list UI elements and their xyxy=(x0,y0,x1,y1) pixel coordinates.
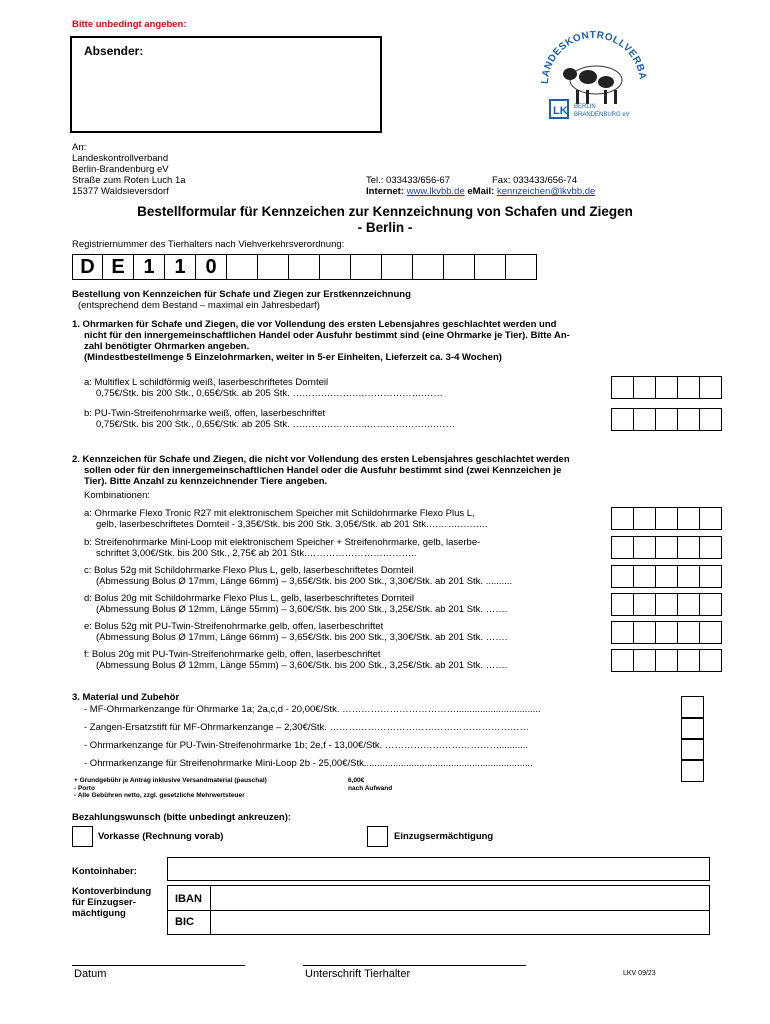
address-line: 15377 Waldsieversdorf xyxy=(72,186,169,197)
registration-number[interactable] xyxy=(72,254,537,280)
signature-line[interactable] xyxy=(303,965,526,966)
item-text: (Abmessung Bolus Ø 12mm, Länge 55mm) – 3,60€/Stk. bis 200 Stk., 3,25€/Stk. ab 201 Stk. ……. xyxy=(96,660,508,671)
einzug-label: Einzugsermächtigung xyxy=(394,831,494,842)
email-label: eMail: xyxy=(467,186,495,197)
section2-line: sollen oder für den innergemeinschaftlichen Handel oder die Ausfuhr bestimmt sind (zwei Kennzeichen je xyxy=(84,465,562,476)
date-label: Datum xyxy=(74,968,107,980)
item-text: schriftet 3,00€/Stk. bis 200 Stk., 2,75€ ab 201 Stk.…………………………….. xyxy=(96,548,417,559)
holder-field[interactable] xyxy=(167,857,710,881)
conn-line: für Einzugser- xyxy=(72,897,136,908)
item-1b xyxy=(84,408,455,430)
item-text: a: Multiflex L schildförmig weiß, laserbeschriftetes Dornteil xyxy=(84,377,329,388)
qty-boxes-1b[interactable] xyxy=(612,408,722,431)
registration-label: Registriernummer des Tierhalters nach Viehverkehrsverordnung: xyxy=(72,239,345,250)
signature-label: Unterschrift Tierhalter xyxy=(305,968,411,980)
holder-label: Kontoinhaber: xyxy=(72,866,137,877)
fees-values xyxy=(348,777,392,792)
reg-digit-empty[interactable] xyxy=(506,254,537,280)
reg-digit: 1 xyxy=(165,254,196,280)
section1-line: nicht für den innergemeinschaftlichen Handel oder Ausfuhr bestimmt sind (eine Ohrmarke je Tier). Bitte An- xyxy=(84,330,570,341)
reg-digit: D xyxy=(72,254,103,280)
section3-item: - Ohrmarkenzange für Streifenohrmarke Mini-Loop 2b - 25,00€/Stk................................................................ xyxy=(84,758,533,769)
item-2e xyxy=(84,621,507,643)
iban-label: IBAN xyxy=(175,893,202,905)
item-text: a: Ohrmarke Flexo Tronic R27 mit elektronischem Speicher mit Schildohrmarke Flexo Plus L, xyxy=(84,508,475,519)
reg-digit-empty[interactable] xyxy=(227,254,258,280)
section3-item: - Ohrmarkenzange für PU-Twin-Streifenohrmarke 1b; 2e,f - 13,00€/Stk. ………………………………........... xyxy=(84,740,528,751)
qty-boxes-2c[interactable] xyxy=(612,565,722,588)
fee-value: nach Aufwand xyxy=(348,784,393,792)
bic-field[interactable] xyxy=(211,911,709,934)
qty-box-3-3[interactable] xyxy=(681,738,704,761)
qty-boxes-2a[interactable] xyxy=(612,507,722,530)
fees-notes xyxy=(74,777,267,800)
website-link[interactable]: www.lkvbb.de xyxy=(406,186,465,197)
reg-digit-empty[interactable] xyxy=(289,254,320,280)
item-text: 0,75€/Stk. bis 200 Stk., 0,65€/Stk. ab 205 Stk. ……….………….……………….…… xyxy=(96,388,443,399)
conn-line: Kontoverbindung xyxy=(72,886,152,897)
reg-digit-empty[interactable] xyxy=(382,254,413,280)
item-text: gelb, laserbeschriftetes Dornteil - 3,35€/Stk. bis 200 Stk. 3,05€/Stk. ab 201 Stk.………….…… xyxy=(96,519,489,530)
item-text: f: Bolus 20g mit PU-Twin-Streifenohrmarke gelb, offen, laserbeschriftet xyxy=(84,649,381,660)
item-2a xyxy=(84,508,488,530)
recipient-address xyxy=(72,142,186,197)
section1-line: 1. Ohrmarken für Schafe und Ziegen, die vor Vollendung des ersten Lebensjahres geschlachtet werden und xyxy=(72,319,557,330)
fee-line: - Porto xyxy=(74,784,95,792)
combinations-label: Kombinationen: xyxy=(84,490,151,501)
contact-links xyxy=(366,186,595,197)
reg-digit-empty[interactable] xyxy=(475,254,506,280)
reg-digit-empty[interactable] xyxy=(320,254,351,280)
title-line2: - Berlin - xyxy=(357,220,413,235)
section1-line: zahl benötigter Ohrmarken angeben. xyxy=(84,341,250,352)
address-line: Straße zum Roten Luch 1a xyxy=(72,175,186,186)
contact-fax: Fax: 033433/656-74 xyxy=(492,175,578,186)
qty-boxes-2b[interactable] xyxy=(612,536,722,559)
qty-boxes-1a[interactable] xyxy=(612,376,722,399)
reg-digit-empty[interactable] xyxy=(258,254,289,280)
item-text: (Abmessung Bolus Ø 17mm, Länge 66mm) – 3,65€/Stk. bis 200 Stk., 3,30€/Stk. ab 201 Stk. .......... xyxy=(96,576,513,587)
item-1a xyxy=(84,377,443,399)
item-text: b: PU-Twin-Streifenohrmarke weiß, offen, laserbeschriftet xyxy=(84,408,326,419)
item-2f xyxy=(84,649,507,671)
order-heading: Bestellung von Kennzeichen für Schafe und Ziegen zur Erstkennzeichnung xyxy=(72,289,411,300)
internet-label: Internet: xyxy=(366,186,404,197)
item-text: b: Streifenohrmarke Mini-Loop mit elektronischem Speicher + Streifenohrmarke, gelb, laserbe- xyxy=(84,537,481,548)
order-subheading: (entsprechend dem Bestand – maximal ein Jahresbedarf) xyxy=(78,300,320,311)
vorkasse-checkbox[interactable] xyxy=(72,826,93,847)
payment-heading: Bezahlungswunsch (bitte unbedingt ankreuzen): xyxy=(72,812,292,823)
sender-box[interactable] xyxy=(70,36,382,133)
logo-org-line2: BRANDENBURG eV xyxy=(574,112,630,118)
required-note: Bitte unbedingt angeben: xyxy=(72,19,187,30)
item-text: (Abmessung Bolus Ø 17mm, Länge 66mm) – 3,65€/Stk. bis 200 Stk., 3,30€/Stk. ab 201 Stk. ……. xyxy=(96,632,508,643)
item-text: d: Bolus 20g mit Schildohrmarke Flexo Plus L, gelb, laserbeschriftetes Dornteil xyxy=(84,593,415,604)
item-2b xyxy=(84,537,480,559)
conn-label xyxy=(72,886,151,919)
logo-org-line1: BERLIN xyxy=(574,104,596,110)
reg-digit: E xyxy=(103,254,134,280)
reg-digit-empty[interactable] xyxy=(444,254,475,280)
address-line: Berlin-Brandenburg eV xyxy=(72,164,169,175)
fee-line: - Alle Gebühren netto, zzgl. gesetzliche Mehrwertsteuer xyxy=(74,792,245,799)
section1-line: (Mindestbestellmenge 5 Einzelohrmarken, weiter in 5-er Einheiten, Lieferzeit ca. 3-4 Wochen) xyxy=(84,352,502,363)
vorkasse-label: Vorkasse (Rechnung vorab) xyxy=(98,831,224,842)
qty-boxes-2f[interactable] xyxy=(612,649,722,672)
fee-value: 6,00€ xyxy=(348,777,365,784)
section3-item: - Zangen-Ersatzstift für MF-Ohrmarkenzange – 2,30€/Stk. ……………………………………………………… xyxy=(84,722,530,733)
qty-box-3-2[interactable] xyxy=(681,717,704,740)
title-line1: Bestellformular für Kennzeichen zur Kennzeichnung von Schafen und Ziegen xyxy=(137,204,633,219)
lkv-logo xyxy=(534,22,654,132)
section2-line: 2. Kennzeichen für Schafe und Ziegen, die nicht vor Vollendung des ersten Lebensjahres geschlachtet werden xyxy=(72,454,570,465)
form-code: LKV 09/23 xyxy=(623,970,656,977)
item-text: (Abmessung Bolus Ø 12mm, Länge 55mm) – 3,60€/Stk. bis 200 Stk., 3,25€/Stk. ab 201 Stk. ……. xyxy=(96,604,508,615)
to-label: An: xyxy=(72,142,87,153)
section1-text xyxy=(72,319,570,363)
qty-boxes-2d[interactable] xyxy=(612,593,722,616)
reg-digit-empty[interactable] xyxy=(413,254,444,280)
item-2c xyxy=(84,565,512,587)
fee-line: + Grundgebühr je Antrag inklusive Versandmaterial (pauschal) xyxy=(74,777,267,784)
conn-line: mächtigung xyxy=(72,908,126,919)
qty-boxes-2e[interactable] xyxy=(612,621,722,644)
item-text: e: Bolus 52g mit PU-Twin-Streifenohrmarke gelb, offen, laserbeschriftet xyxy=(84,621,384,632)
logo-ring-text: LANDESKONTROLLVERBA xyxy=(539,29,648,85)
item-2d xyxy=(84,593,507,615)
section2-text xyxy=(72,454,570,487)
qty-box-3-4[interactable] xyxy=(681,759,704,782)
section3-heading: 3. Material und Zubehör xyxy=(72,692,180,703)
qty-box-3-1[interactable] xyxy=(681,696,704,719)
item-text: 0,75€/Stk. bis 200 Stk., 0,65€/Stk. ab 205 Stk. ……….…………..………………….…… xyxy=(96,419,456,430)
svg-text:LK: LK xyxy=(553,105,568,117)
item-text: c: Bolus 52g mit Schildohrmarke Flexo Plus L, gelb, laserbeschriftetes Dornteil xyxy=(84,565,414,576)
sender-label: Absender: xyxy=(84,44,144,58)
reg-digit: 1 xyxy=(134,254,165,280)
date-line[interactable] xyxy=(72,965,245,966)
reg-digit: 0 xyxy=(196,254,227,280)
reg-digit-empty[interactable] xyxy=(351,254,382,280)
section3-item: - MF-Ohrmarkenzange für Ohrmarke 1a; 2a,c,d - 20,00€/Stk. ………………………………................................ xyxy=(84,704,541,715)
contact-tel: Tel.: 033433/656-67 xyxy=(366,175,450,186)
email-link[interactable]: kennzeichen@lkvbb.de xyxy=(496,186,596,197)
section2-line: Tier). Bitte Anzahl zu kennzeichnender Tiere angeben. xyxy=(84,476,328,487)
bic-label: BIC xyxy=(175,916,194,928)
address-line: Landeskontrollverband xyxy=(72,153,169,164)
einzug-checkbox[interactable] xyxy=(367,826,388,847)
page-title xyxy=(60,204,710,236)
iban-field[interactable] xyxy=(211,886,709,910)
